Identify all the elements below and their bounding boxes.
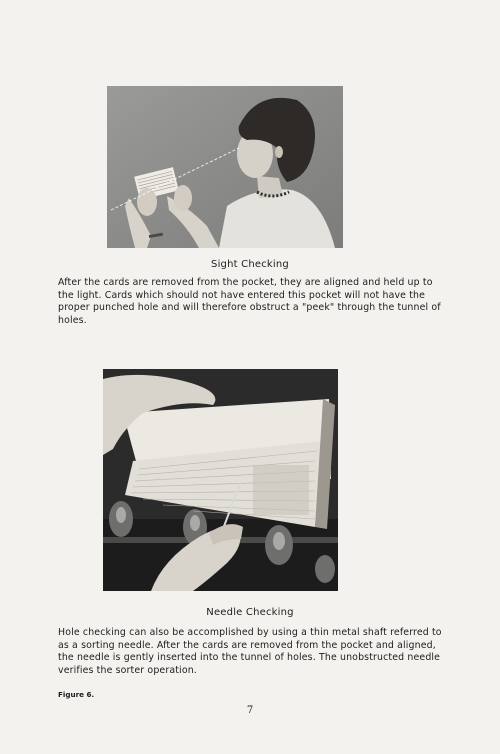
needle-checking-illustration xyxy=(103,369,338,591)
sight-checking-photo xyxy=(107,86,343,248)
figure-caption-needle-checking: Needle Checking xyxy=(206,607,294,618)
figure-label: Figure 6. xyxy=(58,690,95,699)
figure-caption-sight-checking: Sight Checking xyxy=(211,259,289,270)
page-number: 7 xyxy=(246,705,254,716)
paragraph-sight-checking: After the cards are removed from the pocket, they are aligned and held up to the light. Cards which should not have entered this pocket will not have the proper punched hole and will therefore obstruct a "peek" through the tunnel of holes. xyxy=(58,277,441,326)
needle-checking-photo xyxy=(103,369,338,591)
paragraph-needle-checking: Hole checking can also be accomplished by using a thin metal shaft referred to as a sorting needle. After the cards are removed from the pocket and aligned, the needle is gently inserted into the tunnel of holes. The unobstructed needle verifies the sorter operation. xyxy=(58,627,442,676)
sight-checking-illustration xyxy=(107,86,343,248)
